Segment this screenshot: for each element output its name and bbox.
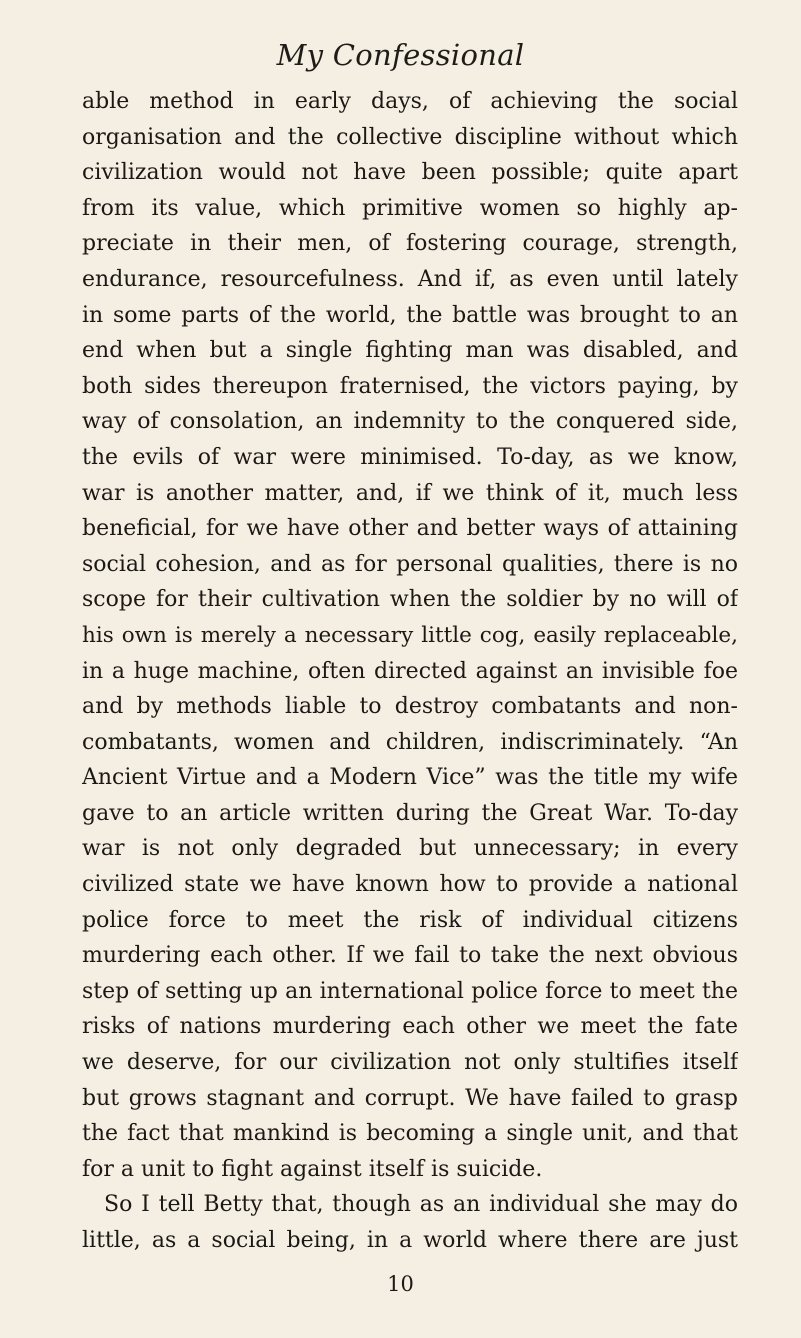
- text-line: the fact that mankind is becoming a single unit, and that: [82, 1121, 738, 1147]
- text-line: we deserve, for our civilization not only stultifies itself: [82, 1050, 738, 1076]
- page-number: 10: [387, 1272, 414, 1296]
- text-line: his own is merely a necessary little cog, easily replaceable,: [82, 622, 738, 648]
- text-line: combatants, women and children, indiscriminately. “An: [82, 729, 738, 755]
- paragraph-end-line: for a unit to fight against itself is suicide.: [82, 1156, 543, 1182]
- text-line: end when but a single fighting man was disabled, and: [82, 338, 738, 364]
- text-line: both sides thereupon fraternised, the victors paying, by: [82, 373, 738, 399]
- text-line: gave to an article written during the Great War. To-day: [82, 800, 738, 826]
- text-line: Ancient Virtue and a Modern Vice” was the title my wife: [82, 765, 738, 791]
- text-line: beneficial, for we have other and better ways of attaining: [82, 516, 738, 542]
- text-line: organisation and the collective discipline without which: [82, 124, 738, 150]
- text-line: police force to meet the risk of individual citizens: [82, 907, 738, 933]
- text-line: and by methods liable to destroy combatants and non-: [82, 694, 738, 720]
- text-line: civilization would not have been possible; quite apart: [82, 160, 738, 186]
- text-line: the evils of war were minimised. To-day, as we know,: [82, 444, 738, 470]
- text-line: from its value, which primitive women so highly ap-: [82, 195, 738, 221]
- text-line: murdering each other. If we fail to take the next obvious: [82, 943, 738, 969]
- text-line: endurance, resourcefulness. And if, as even until lately: [82, 266, 738, 292]
- text-line: social cohesion, and as for personal qualities, there is no: [82, 551, 738, 577]
- text-line: way of consolation, an indemnity to the conquered side,: [82, 409, 738, 435]
- text-line: in some parts of the world, the battle was brought to an: [82, 302, 738, 328]
- text-line: but grows stagnant and corrupt. We have failed to grasp: [82, 1085, 738, 1111]
- text-line: in a huge machine, often directed against an invisible foe: [82, 658, 738, 684]
- paragraph-start-line: So I tell Betty that, though as an individual she may do: [104, 1192, 738, 1218]
- text-line: war is another matter, and, if we think of it, much less: [82, 480, 738, 506]
- text-line: civilized state we have known how to provide a national: [82, 872, 738, 898]
- text-line: little, as a social being, in a world where there are just: [82, 1228, 738, 1253]
- text-line: war is not only degraded but unnecessary; in every: [82, 836, 738, 862]
- text-line: step of setting up an international police force to meet the: [82, 978, 738, 1004]
- text-line: able method in early days, of achieving the social: [82, 89, 738, 114]
- running-head: My Confessional: [276, 38, 525, 72]
- body-text: [82, 84, 738, 1259]
- text-line: risks of nations murdering each other we meet the fate: [82, 1014, 738, 1040]
- text-line: scope for their cultivation when the soldier by no will of: [82, 587, 738, 613]
- text-line: preciate in their men, of fostering courage, strength,: [82, 231, 738, 257]
